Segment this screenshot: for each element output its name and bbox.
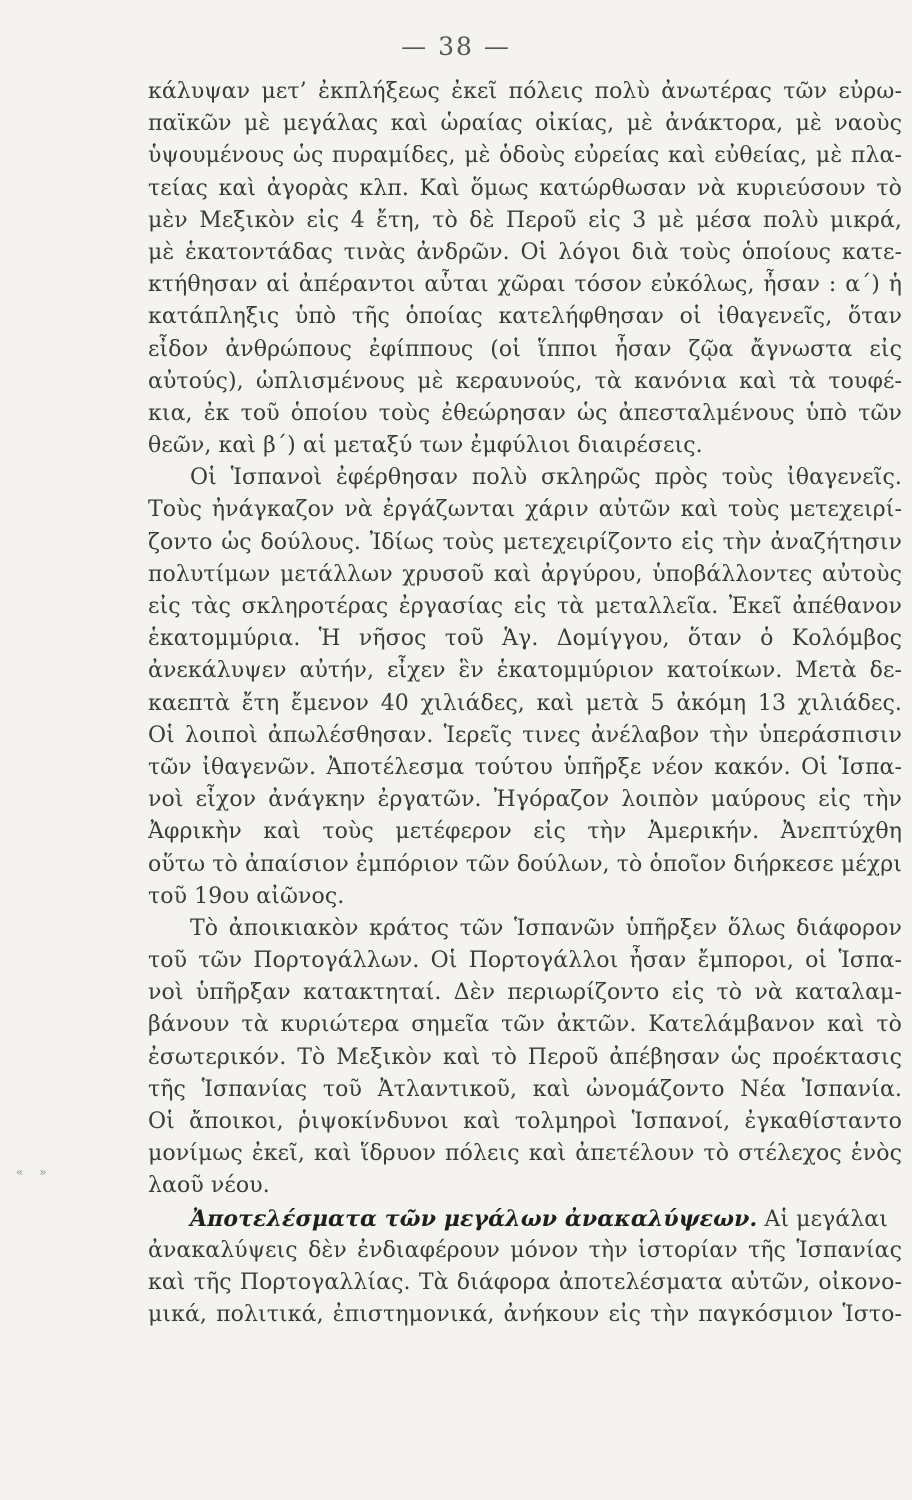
- text-line: Οἱ λοιποὶ ἀπωλέσθησαν. Ἱερεῖς τινες ἀνέλαβον τὴν ὑπεράσπισιν: [148, 722, 902, 748]
- text-line: τῆς Ἱσπανίας τοῦ Ἀτλαντικοῦ, καὶ ὠνομάζοντο Νέα Ἱσπανία.: [148, 1076, 902, 1102]
- body-text: [148, 76, 902, 1331]
- text-line: εἶδον ἀνθρώπους ἐφίππους (οἱ ἵπποι ἦσαν ζῷα ἄγνωστα εἰς: [148, 336, 902, 362]
- text-line: κατάπληξις ὑπὸ τῆς ὁποίας κατελήφθησαν οἱ ἰθαγενεῖς, ὅταν: [148, 304, 902, 330]
- text-line: Ἀφρικὴν καὶ τοὺς μετέφερον εἰς τὴν Ἀμερικήν. Ἀνεπτύχθη: [148, 819, 902, 845]
- text-line: [148, 1203, 902, 1235]
- text-line: οὕτω τὸ ἀπαίσιον ἐμπόριον τῶν δούλων, τὸ ὁποῖον διήρκεσε μέχρι: [148, 851, 902, 877]
- text-line: νοὶ ὑπῆρξαν κατακτηταί. Δὲν περιωρίζοντο εἰς τὸ νὰ καταλαμ-: [148, 980, 902, 1006]
- section-heading: Ἀποτελέσματα τῶν μεγάλων ἀνακαλύψεων.: [190, 1205, 758, 1232]
- text-line: λαοῦ νέου.: [148, 1173, 270, 1199]
- text-line: κια, ἐκ τοῦ ὁποίου τοὺς ἐθεώρησαν ὡς ἀπεσταλμένους ὑπὸ τῶν: [148, 400, 902, 426]
- text-line: ζοντο ὡς δούλους. Ἰδίως τοὺς μετεχειρίζοντο εἰς τὴν ἀναζήτησιν: [148, 529, 902, 555]
- text-line: εἰς τὰς σκληροτέρας ἐργασίας εἰς τὰ μεταλλεῖα. Ἐκεῖ ἀπέθανον: [148, 594, 902, 619]
- text-line: μικά, πολιτικά, ἐπιστημονικά, ἀνήκουν εἰς τὴν παγκόσμιον Ἱστο-: [148, 1302, 902, 1328]
- text-line: νοὶ εἶχον ἀνάγκην ἐργατῶν. Ἠγόραζον λοιπὸν μαύρους εἰς τὴν: [148, 787, 902, 813]
- text-line: θεῶν, καὶ β΄) αἱ μεταξύ των ἐμφύλιοι διαιρέσεις.: [148, 433, 703, 459]
- text-line: πολυτίμων μετάλλων χρυσοῦ καὶ ἀργύρου, ὑποβάλλοντες αὐτοὺς: [148, 561, 902, 587]
- text-line: κάλυψαν μετ’ ἐκπλήξεως ἐκεῖ πόλεις πολὺ ἀνωτέρας τῶν εὐρω-: [148, 79, 902, 104]
- text-line: ἑκατομμύρια. Ἡ νῆσος τοῦ Ἁγ. Δομίγγου, ὅταν ὁ Κολόμβος: [148, 626, 902, 652]
- text-line: μὲν Μεξικὸν εἰς 4 ἔτη, τὸ δὲ Περοῦ εἰς 3 μὲ μέσα πολὺ μικρά,: [148, 207, 902, 233]
- text-line: κτήθησαν αἱ ἀπέραντοι αὗται χῶραι τόσον εὐκόλως, ἦσαν : α΄) ἡ: [148, 272, 902, 298]
- text-line: καεπτὰ ἔτη ἔμενον 40 χιλιάδες, καὶ μετὰ 5 ἀκόμη 13 χιλιάδες.: [148, 690, 902, 716]
- text-line: τῶν ἰθαγενῶν. Ἀποτέλεσμα τούτου ὑπῆρξε νέον κακόν. Οἱ Ἱσπα-: [148, 754, 902, 780]
- text-line: αὐτούς), ὡπλισμένους μὲ κεραυνούς, τὰ κανόνια καὶ τὰ τουφέ-: [148, 368, 902, 394]
- text-line: βάνουν τὰ κυριώτερα σημεῖα τῶν ἀκτῶν. Κατελάμβανον καὶ τὸ: [148, 1012, 902, 1038]
- text-line: Τοὺς ἠνάγκαζον νὰ ἐργάζωνται χάριν αὐτῶν καὶ τοὺς μετεχειρί-: [148, 497, 902, 523]
- text-line: ἀνακαλύψεις δὲν ἐνδιαφέρουν μόνον τὴν ἱστορίαν τῆς Ἱσπανίας: [148, 1237, 902, 1263]
- line-text: Αἱ μεγάλαι: [757, 1206, 888, 1232]
- text-line: καὶ τῆς Πορτογαλλίας. Τὰ διάφορα ἀποτελέσματα αὐτῶν, οἰκονο-: [148, 1269, 902, 1295]
- text-line: ἐσωτερικόν. Τὸ Μεξικὸν καὶ τὸ Περοῦ ἀπέβησαν ὡς προέκτασις: [148, 1044, 902, 1070]
- text-line: τείας καὶ ἀγορὰς κλπ. Καὶ ὅμως κατώρθωσαν νὰ κυριεύσουν τὸ: [148, 175, 902, 201]
- margin-mark: « »: [16, 1165, 53, 1179]
- text-line: μὲ ἑκατοντάδας τινὰς ἀνδρῶν. Οἱ λόγοι διὰ τοὺς ὁποίους κατε-: [148, 239, 902, 265]
- text-line: τοῦ τῶν Πορτογάλλων. Οἱ Πορτογάλλοι ἦσαν ἔμποροι, οἱ Ἱσπα-: [148, 948, 902, 974]
- text-line: ἀνεκάλυψεν αὐτήν, εἶχεν ἓν ἑκατομμύριον κατοίκων. Μετὰ δε-: [148, 658, 902, 684]
- text-line: τοῦ 19ου αἰῶνος.: [148, 883, 345, 909]
- text-line: Οἱ ἄποικοι, ῥιψοκίνδυνοι καὶ τολμηροὶ Ἱσπανοί, ἐγκαθίσταντο: [148, 1109, 902, 1134]
- text-line: ὑψουμένους ὡς πυραμίδες, μὲ ὁδοὺς εὐρείας καὶ εὐθείας, μὲ πλα-: [148, 143, 902, 169]
- text-line: παϊκῶν μὲ μεγάλας καὶ ὡραίας οἰκίας, μὲ ἀνάκτορα, μὲ ναοὺς: [148, 111, 902, 137]
- text-line: μονίμως ἐκεῖ, καὶ ἵδρυον πόλεις καὶ ἀπετέλουν τὸ στέλεχος ἑνὸς: [148, 1141, 902, 1167]
- text-line: Οἱ Ἱσπανοὶ ἐφέρθησαν πολὺ σκληρῶς πρὸς τοὺς ἰθαγενεῖς.: [190, 465, 902, 491]
- text-line: Τὸ ἀποικιακὸν κράτος τῶν Ἱσπανῶν ὑπῆρξεν ὅλως διάφορον: [190, 915, 902, 941]
- page-number: — 38 —: [401, 32, 511, 61]
